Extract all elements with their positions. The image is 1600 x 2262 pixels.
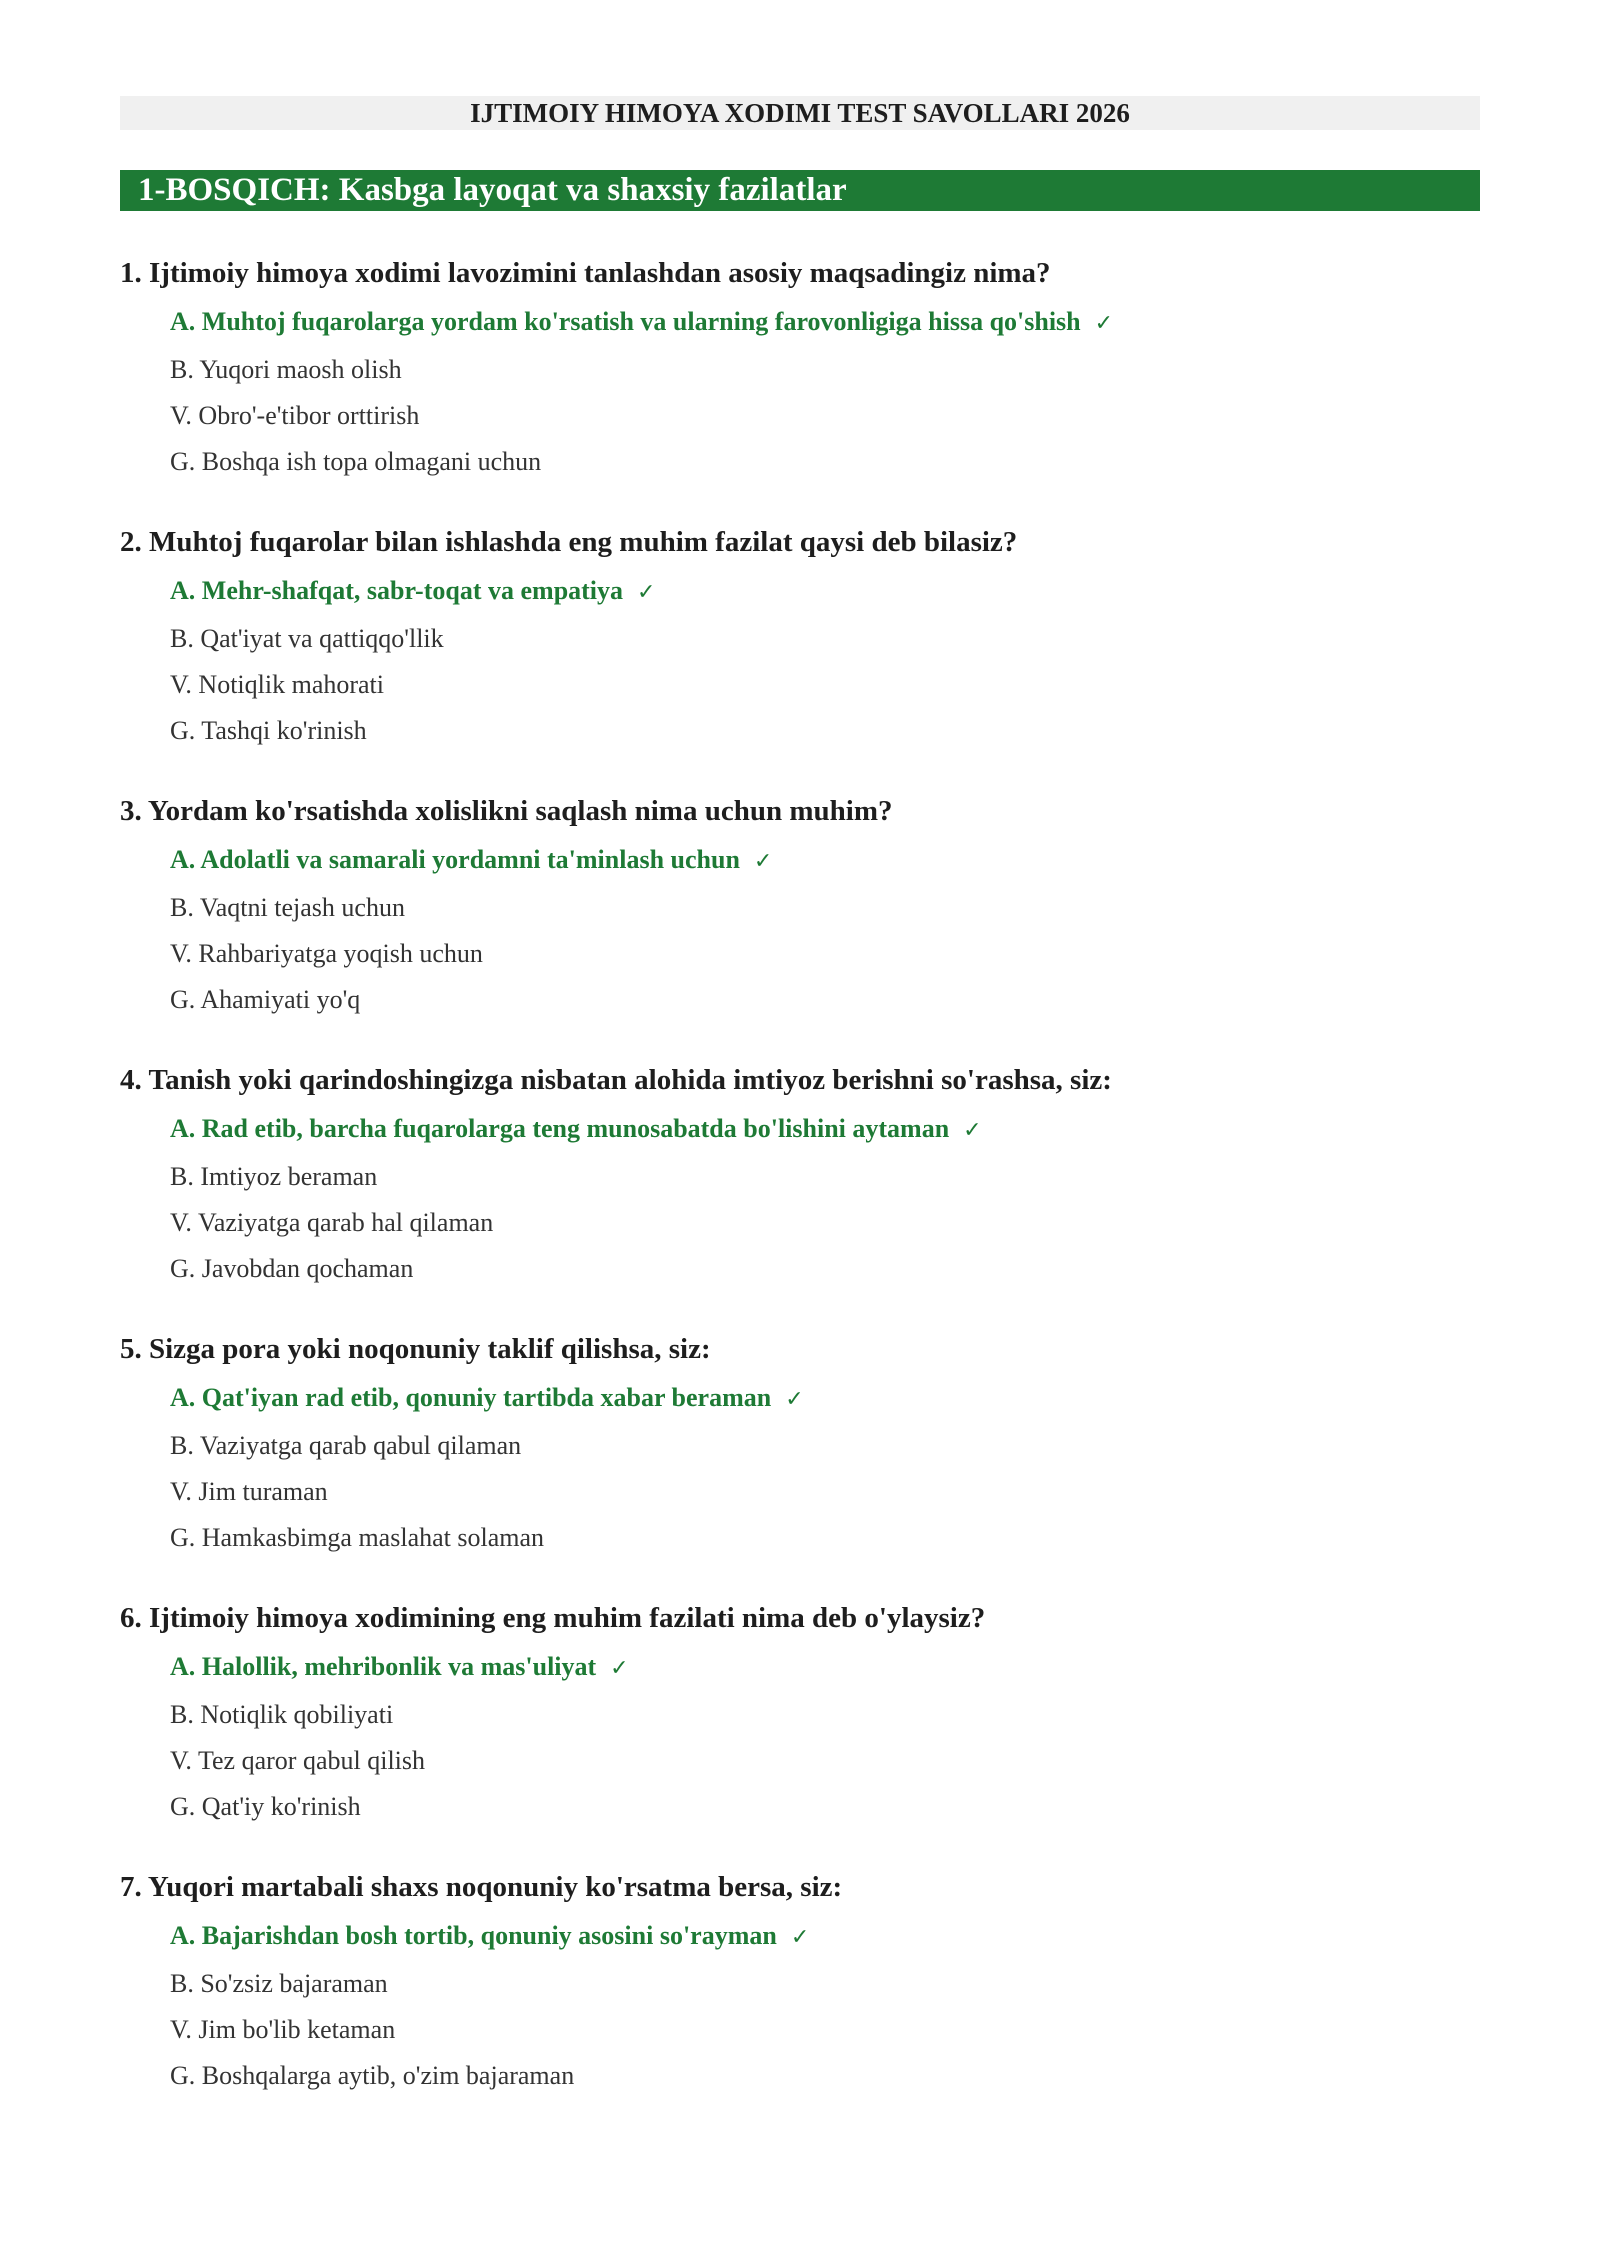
answer-option [170, 708, 1480, 754]
document-title: IJTIMOIY HIMOYA XODIMI TEST SAVOLLARI 2026 [120, 96, 1480, 130]
checkmark-icon: ✓ [1094, 311, 1114, 336]
answer-option-text: A. Mehr-shafqat, sabr-toqat va empatiya [170, 576, 624, 605]
answer-option-text: G. Tashqi ko'rinish [170, 716, 367, 745]
answer-option [170, 439, 1480, 485]
answer-option-text: B. Vaziyatga qarab qabul qilaman [170, 1431, 522, 1460]
answer-option-text: A. Rad etib, barcha fuqarolarga teng munosabatda bo'lishini aytaman [170, 1114, 950, 1143]
answer-option-text: G. Boshqa ish topa olmagani uchun [170, 447, 542, 476]
answer-option-correct [170, 568, 1480, 616]
answer-option-text: B. Yuqori maosh olish [170, 355, 402, 384]
answer-option [170, 2007, 1480, 2053]
answer-option-text: A. Adolatli va samarali yordamni ta'minlash uchun [170, 845, 740, 874]
answer-option-text: B. Notiqlik qobiliyati [170, 1700, 394, 1729]
question-text: 1. Ijtimoiy himoya xodimi lavozimini tanlashdan asosiy maqsadingiz nima? [120, 257, 1051, 289]
answer-option [170, 393, 1480, 439]
answer-option-correct [170, 1375, 1480, 1423]
answer-option-text: G. Qat'iy ko'rinish [170, 1792, 361, 1821]
answer-option-text: V. Jim turaman [170, 1477, 328, 1506]
question-item [120, 1060, 1480, 1329]
answer-option [170, 1784, 1480, 1830]
answer-option [170, 347, 1480, 393]
checkmark-icon: ✓ [610, 1656, 629, 1681]
answer-option [170, 977, 1480, 1023]
answer-option [170, 616, 1480, 662]
question-list [120, 253, 1480, 2136]
answer-option-text: V. Obro'-e'tibor orttirish [170, 401, 420, 430]
answer-option-text: G. Javobdan qochaman [170, 1254, 414, 1283]
answer-option-text: A. Qat'iyan rad etib, qonuniy tartibda xabar beraman [170, 1383, 772, 1412]
answer-options [120, 837, 1480, 1023]
answer-option [170, 2053, 1480, 2099]
answer-option [170, 1423, 1480, 1469]
question-item [120, 522, 1480, 791]
answer-option-correct [170, 1913, 1480, 1961]
question-item [120, 791, 1480, 1060]
question-item [120, 1329, 1480, 1598]
section-heading: 1-BOSQICH: Kasbga layoqat va shaxsiy fazilatlar [120, 170, 1480, 211]
answer-option-correct [170, 299, 1480, 347]
question-item [120, 1598, 1480, 1867]
answer-option-text: A. Halollik, mehribonlik va mas'uliyat [170, 1652, 597, 1681]
answer-option-text: V. Vaziyatga qarab hal qilaman [170, 1208, 494, 1237]
question-text: 4. Tanish yoki qarindoshingizga nisbatan alohida imtiyoz berishni so'rashsa, siz: [120, 1064, 1112, 1096]
answer-options [120, 299, 1480, 485]
answer-option [170, 885, 1480, 931]
answer-option [170, 1738, 1480, 1784]
question-text: 3. Yordam ko'rsatishda xolislikni saqlash nima uchun muhim? [120, 795, 893, 827]
answer-option [170, 1515, 1480, 1561]
answer-option-text: V. Tez qaror qabul qilish [170, 1746, 426, 1775]
answer-option [170, 1961, 1480, 2007]
answer-option-text: B. So'zsiz bajaraman [170, 1969, 388, 1998]
checkmark-icon: ✓ [753, 849, 773, 874]
answer-option-text: V. Rahbariyatga yoqish uchun [170, 939, 483, 968]
answer-options [120, 1375, 1480, 1561]
answer-option [170, 931, 1480, 977]
checkmark-icon: ✓ [790, 1925, 810, 1950]
question-item [120, 253, 1480, 522]
question-text: 7. Yuqori martabali shaxs noqonuniy ko'rsatma bersa, siz: [120, 1871, 843, 1903]
answer-option-text: V. Jim bo'lib ketaman [170, 2015, 396, 2044]
answer-option-text: G. Boshqalarga aytib, o'zim bajaraman [170, 2061, 575, 2090]
answer-option-text: G. Ahamiyati yo'q [170, 985, 361, 1014]
answer-option-correct [170, 1644, 1480, 1692]
question-text: 5. Sizga pora yoki noqonuniy taklif qilishsa, siz: [120, 1333, 711, 1365]
answer-option [170, 1200, 1480, 1246]
answer-option [170, 662, 1480, 708]
answer-options [120, 1644, 1480, 1830]
answer-option-text: G. Hamkasbimga maslahat solaman [170, 1523, 545, 1552]
question-item [120, 1867, 1480, 2136]
checkmark-icon: ✓ [785, 1387, 804, 1412]
checkmark-icon: ✓ [637, 580, 656, 605]
answer-option-correct [170, 1106, 1480, 1154]
answer-option-text: B. Imtiyoz beraman [170, 1162, 378, 1191]
answer-option [170, 1154, 1480, 1200]
question-text: 2. Muhtoj fuqarolar bilan ishlashda eng muhim fazilat qaysi deb bilasiz? [120, 526, 1018, 558]
answer-option [170, 1692, 1480, 1738]
answer-option-text: B. Qat'iyat va qattiqqo'llik [170, 624, 444, 653]
answer-option-text: V. Notiqlik mahorati [170, 670, 385, 699]
answer-option [170, 1469, 1480, 1515]
answer-option-correct [170, 837, 1480, 885]
checkmark-icon: ✓ [963, 1118, 982, 1143]
answer-options [120, 1106, 1480, 1292]
answer-options [120, 568, 1480, 754]
question-text: 6. Ijtimoiy himoya xodimining eng muhim fazilati nima deb o'ylaysiz? [120, 1602, 986, 1634]
answer-option-text: A. Muhtoj fuqarolarga yordam ko'rsatish va ularning farovonligiga hissa qo'shish [170, 307, 1081, 336]
answer-options [120, 1913, 1480, 2099]
answer-option [170, 1246, 1480, 1292]
answer-option-text: B. Vaqtni tejash uchun [170, 893, 405, 922]
answer-option-text: A. Bajarishdan bosh tortib, qonuniy asosini so'rayman [170, 1921, 777, 1950]
